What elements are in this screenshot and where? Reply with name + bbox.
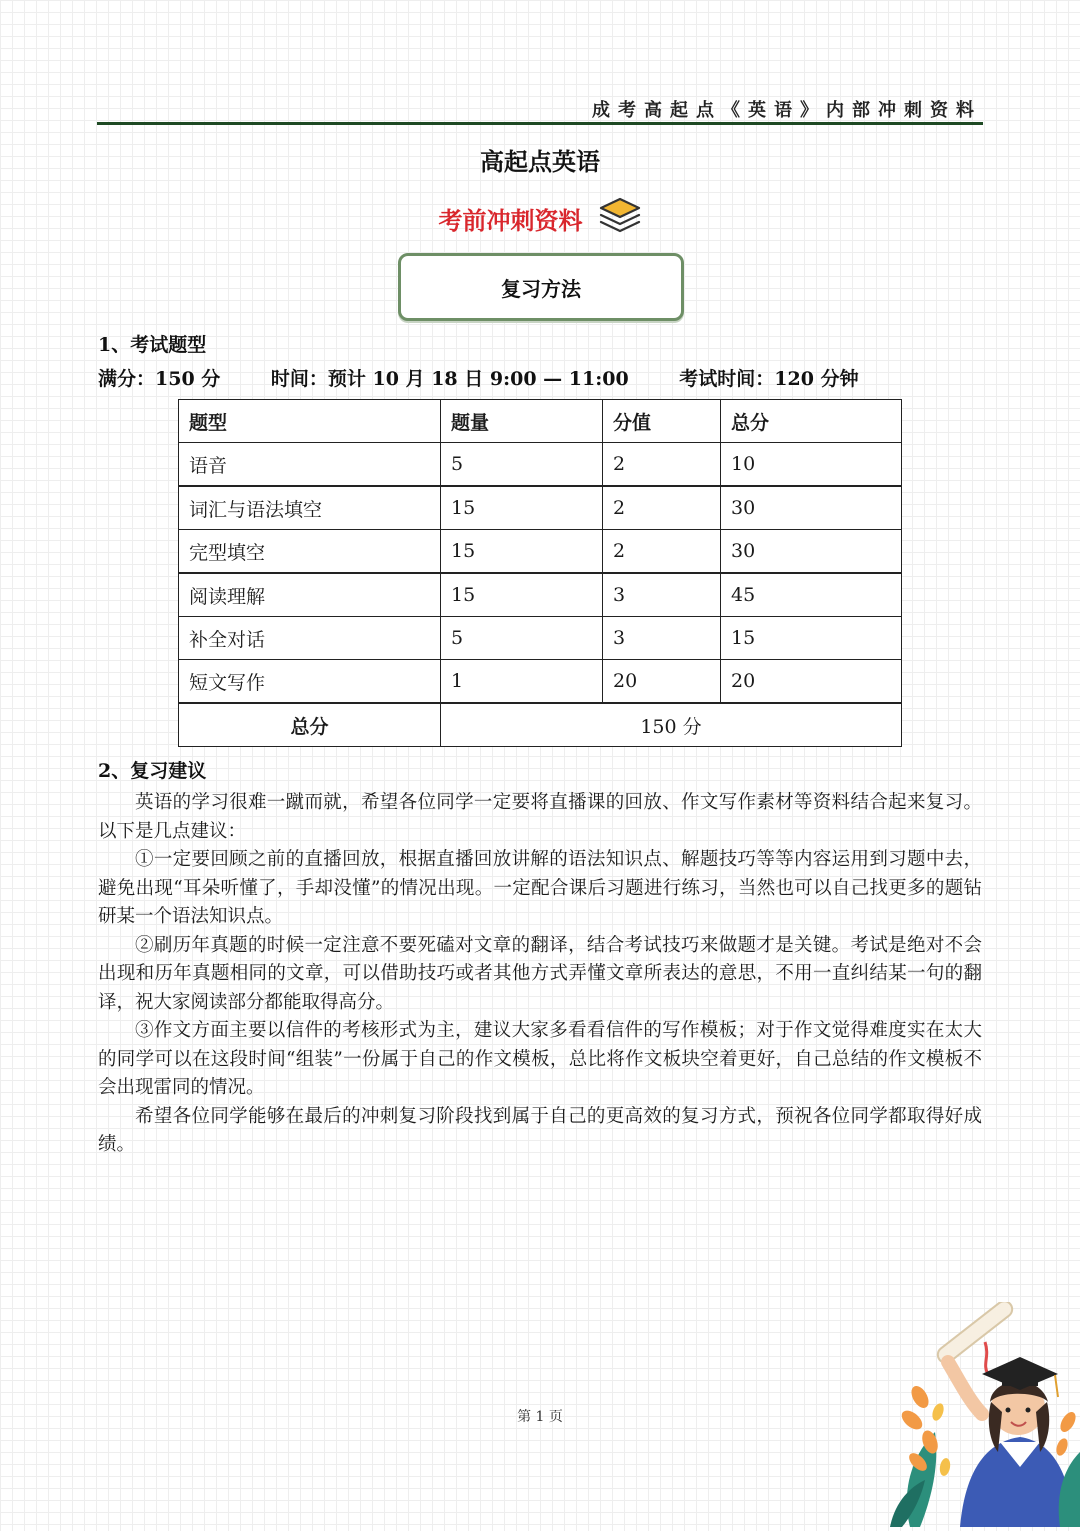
table-cell: 3	[603, 573, 721, 617]
table-cell: 2	[603, 530, 721, 574]
section-1-heading: 1、考试题型	[98, 334, 207, 356]
table-row	[179, 486, 902, 530]
table-cell: 15	[441, 486, 603, 530]
table-cell: 30	[721, 530, 902, 574]
table-header-cell: 题型	[179, 400, 441, 443]
table-row	[179, 443, 902, 487]
table-cell: 补全对话	[179, 617, 441, 660]
table-header-cell: 题量	[441, 400, 603, 443]
table-cell: 阅读理解	[179, 573, 441, 617]
full-score: 满分：150 分	[98, 368, 221, 390]
document-title: 高起点英语	[480, 147, 600, 176]
page-number: 第 1 页	[517, 1409, 563, 1425]
table-row	[179, 530, 902, 574]
header-divider	[97, 122, 983, 125]
paragraph: 希望各位同学能够在最后的冲刺复习阶段找到属于自己的更高效的复习方式，预祝各位同学都取得好成绩。	[98, 1105, 982, 1155]
paragraph: ①一定要回顾之前的直播回放，根据直播回放讲解的语法知识点、解题技巧等等内容运用到习题中去，避免出现“耳朵听懂了，手却没懂”的情况出现。一定配合课后习题进行练习，当然也可以自己找更多的题钻研某一个语法知识点。	[98, 849, 982, 927]
table-cell: 3	[603, 617, 721, 660]
running-header: 成考高起点《英语》内部冲刺资料	[592, 100, 982, 121]
table-cell: 2	[603, 443, 721, 487]
table-row	[179, 660, 902, 704]
table-cell: 1	[441, 660, 603, 704]
table-header-cell: 分值	[603, 400, 721, 443]
review-advice-text	[98, 789, 982, 1160]
table-cell: 5	[441, 617, 603, 660]
graduate-illustration	[890, 1302, 1080, 1527]
table-cell: 15	[721, 617, 902, 660]
table-cell: 15	[441, 530, 603, 574]
layers-icon	[598, 196, 642, 240]
table-total-row	[179, 703, 902, 747]
table-cell: 短文写作	[179, 660, 441, 704]
table-cell: 30	[721, 486, 902, 530]
paragraph: ②刷历年真题的时候一定注意不要死磕对文章的翻译，结合考试技巧来做题才是关键。考试是绝对不会出现和历年真题相同的文章，可以借助技巧或者其他方式弄懂文章所表达的意思，不用一直纠结某一句的翻译，祝大家阅读部分都能取得高分。	[98, 934, 982, 1013]
table-cell: 20	[721, 660, 902, 704]
table-cell: 45	[721, 573, 902, 617]
subtitle: 考前冲刺资料	[438, 205, 583, 235]
exam-time: 时间：预计 10 月 18 日 9:00 — 11:00	[270, 368, 629, 390]
table-row	[179, 573, 902, 617]
total-value-cell: 150 分	[441, 703, 902, 747]
table-cell: 语音	[179, 443, 441, 487]
exam-structure-table	[178, 399, 902, 747]
table-cell: 词汇与语法填空	[179, 486, 441, 530]
subtitle-row	[0, 196, 1080, 240]
table-cell: 20	[603, 660, 721, 704]
table-cell: 5	[441, 443, 603, 487]
exam-duration: 考试时间：120 分钟	[679, 368, 859, 390]
table-header-row	[179, 400, 902, 443]
table-cell: 15	[441, 573, 603, 617]
exam-info-row	[98, 364, 998, 391]
section-2-heading: 2、复习建议	[98, 760, 207, 782]
paragraph: ③作文方面主要以信件的考核形式为主，建议大家多看看信件的写作模板；对于作文觉得难度实在太大的同学可以在这段时间“组装”一份属于自己的作文模板，总比将作文板块空着更好，自己总结的作文模板不会出现雷同的情况。	[98, 1020, 982, 1098]
table-row	[179, 617, 902, 660]
total-label-cell: 总分	[179, 703, 441, 747]
review-method-box: 复习方法	[398, 253, 684, 321]
paragraph: 英语的学习很难一蹴而就，希望各位同学一定要将直播课的回放、作文写作素材等资料结合起来复习。以下是几点建议：	[98, 792, 982, 842]
table-cell: 2	[603, 486, 721, 530]
table-cell: 10	[721, 443, 902, 487]
table-header-cell: 总分	[721, 400, 902, 443]
table-cell: 完型填空	[179, 530, 441, 574]
